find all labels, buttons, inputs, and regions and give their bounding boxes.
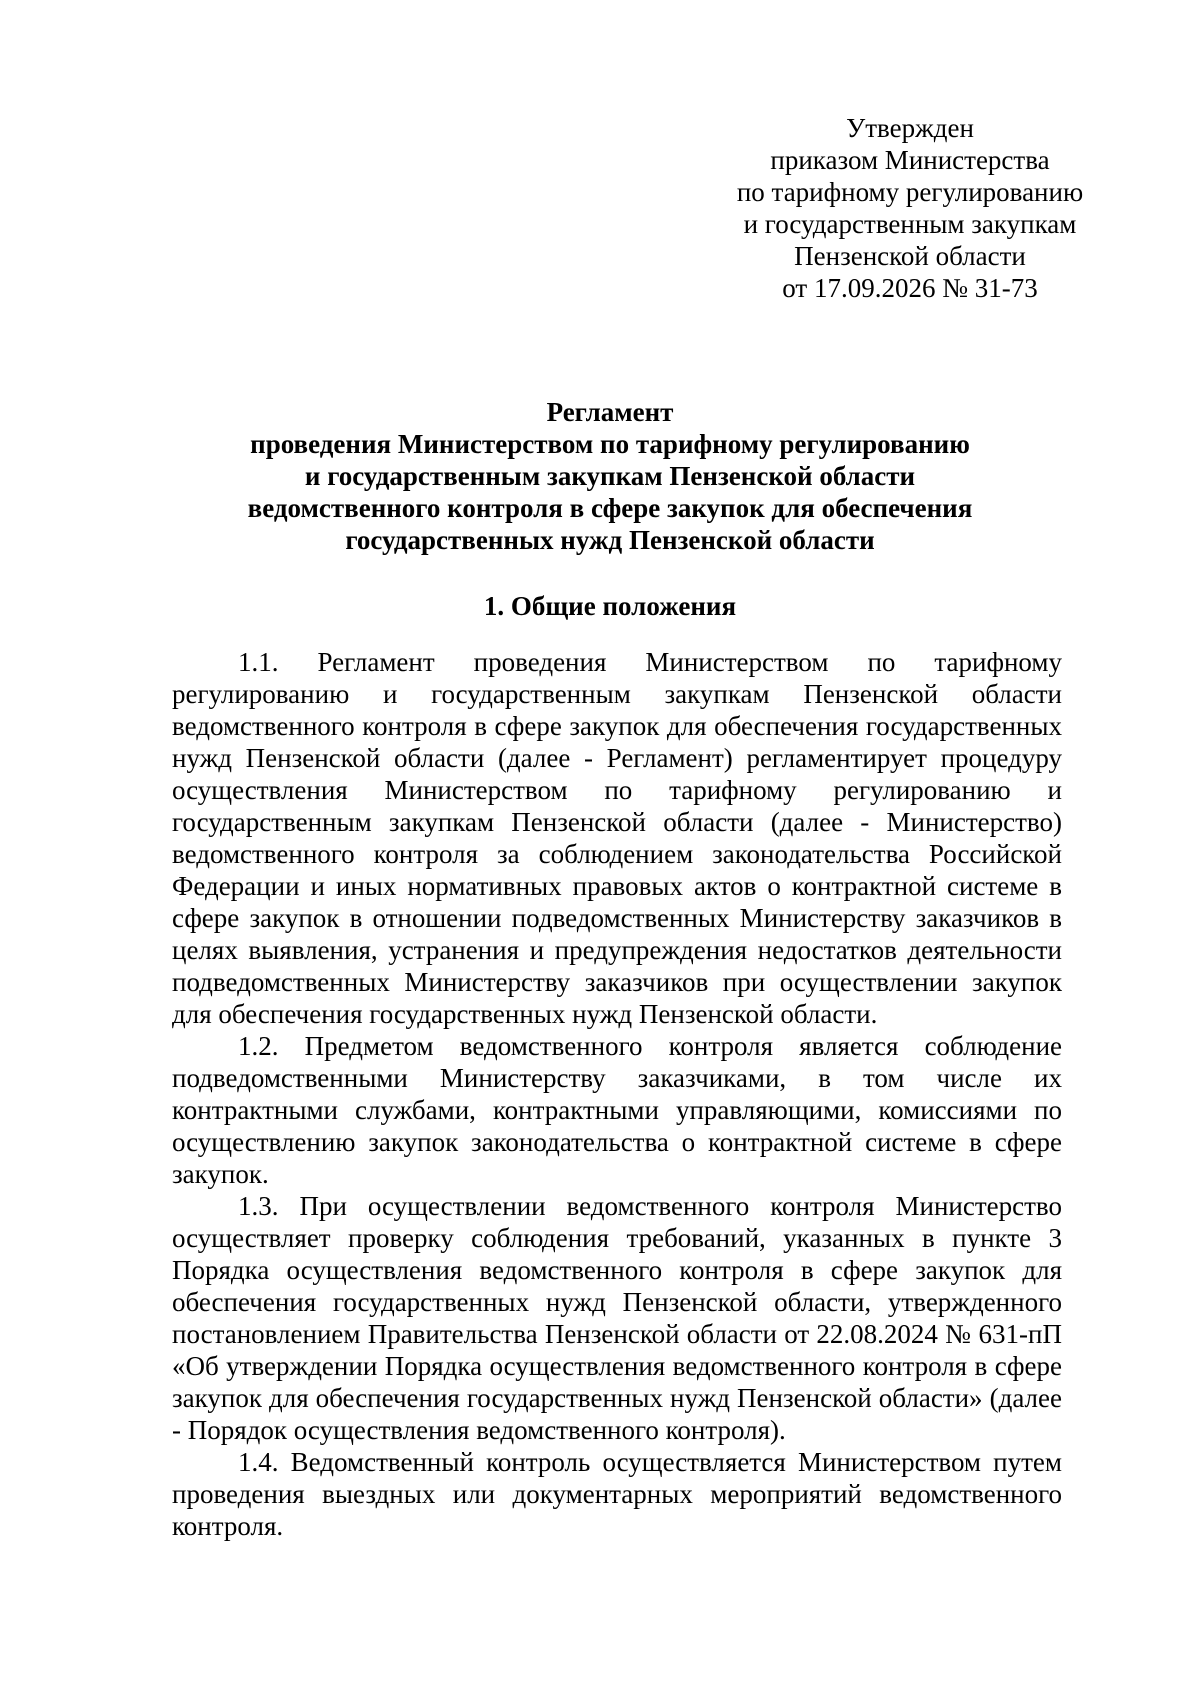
section-heading: 1. Общие положения [483, 591, 737, 621]
title-line: государственных нужд Пензенской области [345, 525, 875, 555]
document-title [160, 396, 1060, 556]
approval-line: Пензенской области [794, 241, 1026, 271]
paragraph-1-3: 1.3. При осуществлении ведомственного контроля Министерство осуществляет проверку соблюдения требований, указанных в пункте 3 Порядка осуществления ведомственного контроля в сфере закупок для обеспечения государственных нужд Пензенской области, утвержденного постановлением Правительства Пензенской области от 22.08.2024 № 631-пП «Об утверждении Порядка осуществления ведомственного контроля в сфере закупок для обеспечения государственных нужд Пензенской области» (далее - Порядок осуществления ведомственного контроля). [172, 1191, 1062, 1445]
approval-line: от 17.09.2026 № 31-73 [782, 273, 1038, 303]
title-line: Регламент [546, 397, 674, 427]
paragraph-1-4: 1.4. Ведомственный контроль осуществляется Министерством путем проведения выездных или документарных мероприятий ведомственного контроля. [172, 1447, 1062, 1541]
approval-line: и государственным закупкам [743, 209, 1077, 239]
paragraph-1-1: 1.1. Регламент проведения Министерством по тарифному регулированию и государственным закупкам Пензенской области ведомственного контроля в сфере закупок для обеспечения государственных нужд Пензенской области (далее - Регламент) регламентирует процедуру осуществления Министерством по тарифному регулированию и государственным закупкам Пензенской области (далее - Министерство) ведомственного контроля за соблюдением законодательства Российской Федерации и иных нормативных правовых актов о контрактной системе в сфере закупок в отношении подведомственных Министерству заказчиков в целях выявления, устранения и предупреждения недостатков деятельности подведомственных Министерству заказчиков при осуществлении закупок для обеспечения государственных нужд Пензенской области. [172, 647, 1062, 1029]
title-line: и государственным закупкам Пензенской области [304, 461, 916, 491]
section-body [172, 646, 1062, 1542]
paragraph-1-2: 1.2. Предметом ведомственного контроля является соблюдение подведомственными Министерству заказчиками, в том числе их контрактными службами, контрактными управляющими, комиссиями по осуществлению закупок законодательства о контрактной системе в сфере закупок. [172, 1031, 1062, 1189]
title-line: проведения Министерством по тарифному регулированию [250, 429, 970, 459]
title-line: ведомственного контроля в сфере закупок для обеспечения [247, 493, 973, 523]
approval-line: Утвержден [846, 113, 974, 143]
approval-line: приказом Министерства [770, 145, 1050, 175]
approval-block [690, 112, 1130, 304]
approval-line: по тарифному регулированию [736, 177, 1084, 207]
